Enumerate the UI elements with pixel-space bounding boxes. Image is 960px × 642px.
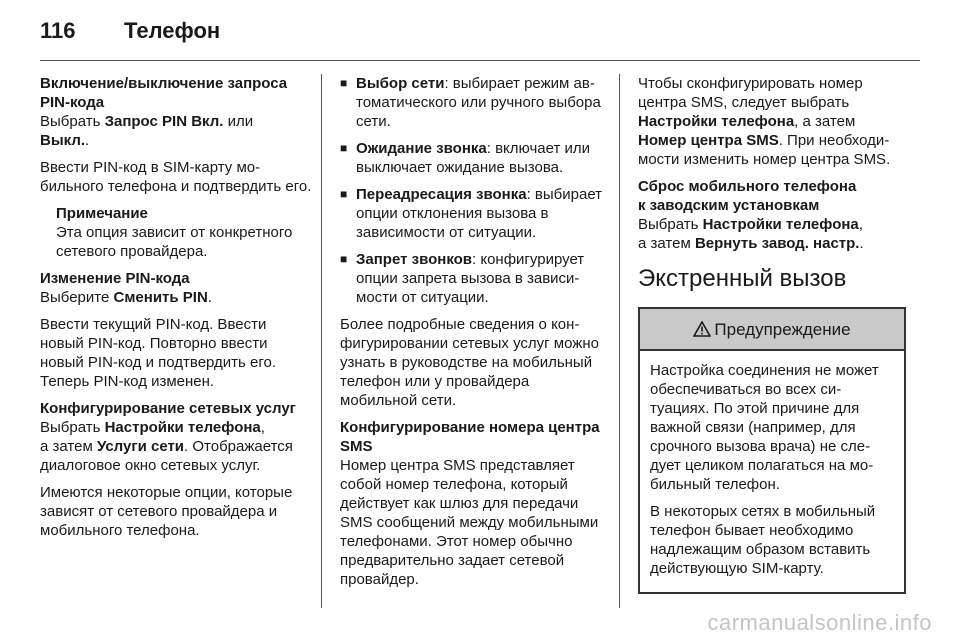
warning-box: [638, 307, 906, 594]
menu-option-network-services: Услуги сети: [96, 438, 185, 455]
sms-center-heading: Конфигурирование номера центра SMS: [340, 419, 600, 455]
change-pin-text: Ввести текущий PIN-код. Ввести новый PIN-код. Повторно ввести новый PIN-код и подтвердить его. Теперь PIN-код изменен.: [40, 316, 277, 390]
warning-text-2: В некоторых сетях в мобильный телефон бывает необходимо надлежащим образом вставить действующую SIM-карту.: [650, 503, 876, 577]
pin-enter-text: Ввести PIN-код в SIM-карту мобильного телефона и подтвердить его.: [40, 159, 312, 195]
note-block: [40, 204, 312, 261]
bullet-call-waiting: ■ Ожидание звонка: включает или выключает ожидание вызова.: [340, 139, 606, 177]
change-pin-heading: Изменение PIN-кода: [40, 270, 190, 287]
column-divider-1: [321, 74, 322, 608]
column-3: [638, 74, 906, 594]
column-1: [40, 74, 312, 548]
reset-instruction: Выбрать Настройки телефона, а затем Вернуть завод. настр..: [638, 216, 864, 252]
warning-body: [640, 351, 904, 592]
reset-heading: Сброс мобильного телефона к заводским установкам: [638, 178, 857, 214]
config-instruction: Выбрать Настройки телефона, а затем Услуги сети. Отображается диалоговое окно сетевых услуг.: [40, 419, 293, 474]
column-2: [340, 74, 606, 597]
menu-option-change-pin: Сменить PIN: [113, 289, 208, 306]
menu-option-pin-request-on: Запрос PIN Вкл.: [104, 113, 224, 130]
page-number: 116: [40, 18, 76, 43]
warning-header: [640, 309, 904, 351]
warning-title: Предупреждение: [714, 319, 851, 339]
bullet-call-forwarding: ■ Переадресация звонка: выбирает опции отклонения вызова в зависимости от ситуации.: [340, 185, 606, 242]
more-info-text: Более подробные сведения о конфигурировании сетевых услуг можно узнать в руководстве на мобильный телефон или у провайдера мобильной сети.: [340, 316, 599, 409]
config-heading: Конфигурирование сетевых услуг: [40, 400, 296, 417]
config-options-text: Имеются некоторые опции, которые зависят от сетевого провайдера и мобильного телефона.: [40, 484, 293, 539]
menu-option-factory-reset: Вернуть завод. настр.: [694, 235, 860, 252]
emergency-call-heading: Экстренный вызов: [638, 265, 847, 292]
note-title: Примечание: [56, 205, 148, 222]
sms-center-text: Номер центра SMS представляет собой номер телефона, который действует как шлюз для передачи SMS сообщений между мобильными телефонами. Этот номер обычно предварительно задает сетевой провайдер.: [340, 457, 599, 588]
bullet-call-barring: ■ Запрет звонков: конфигурирует опции запрета вызова в зависимости от ситуации.: [340, 250, 606, 307]
bullet-network-select: ■ Выбор сети: выбирает режим автоматического или ручного выбора сети.: [340, 74, 606, 131]
menu-option-phone-settings-2: Настройки телефона: [638, 113, 795, 130]
change-pin-instruction: Выберите Сменить PIN.: [40, 289, 212, 306]
menu-option-sms-center-number: Номер центра SMS: [638, 132, 779, 149]
menu-option-off: Выкл.: [40, 132, 86, 149]
warning-text-1: Настройка соединения не может обеспечиваться во всех ситуациях. По этой причине для важной связи (например, для срочного вызова врача) не следует целиком полагаться на мобильный телефон.: [650, 362, 879, 493]
warning-triangle-icon: [693, 321, 711, 337]
column-divider-2: [619, 74, 620, 608]
pin-toggle-instruction: Выбрать Запрос PIN Вкл. или Выкл..: [40, 113, 254, 149]
menu-option-phone-settings-3: Настройки телефона: [702, 216, 859, 233]
header-divider: [40, 60, 920, 61]
pin-toggle-heading: Включение/выключение запроса PIN-кода: [40, 75, 288, 111]
note-text: Эта опция зависит от конкретного сетевого провайдера.: [56, 224, 293, 260]
menu-option-phone-settings: Настройки телефона: [104, 419, 261, 436]
page-title: Телефон: [124, 18, 221, 43]
sms-config-instruction: Чтобы сконфигурировать номер центра SMS, следует выбрать Настройки телефона, а затем Номер центра SMS. При необходимости изменить номер центра SMS.: [638, 75, 891, 168]
page-header: [40, 14, 920, 60]
watermark: carmanualsonline.info: [707, 610, 932, 635]
